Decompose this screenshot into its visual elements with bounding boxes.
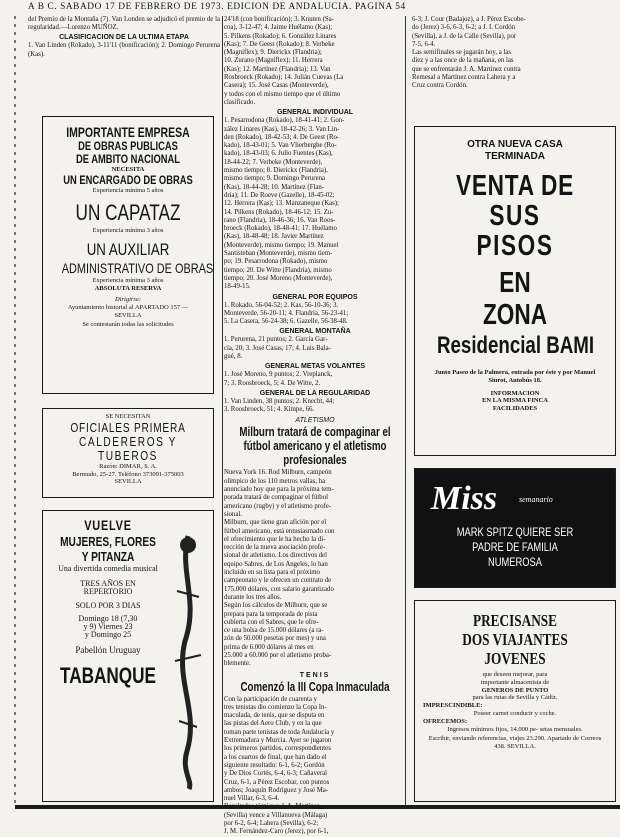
column-2 <box>224 16 406 836</box>
text-line: gué, 8. <box>224 352 243 360</box>
text-line: 25.000 a 60.000 por el atletismo proba- <box>224 652 332 659</box>
ad-venue: Pabellón Uruguay <box>75 644 141 655</box>
ad-contact: Escribir, enviando referencias, viajes 23.290. Apartado de Correos 438. SEVILLA. <box>428 735 602 751</box>
column-rule <box>222 16 223 806</box>
text-line: olímpico de los 110 metros vallas, ha <box>224 477 326 485</box>
text-line: Remesal a Martínez contra Lahera y a <box>412 74 516 82</box>
text-line: y todos con el mismo tiempo que el último <box>224 90 341 98</box>
text-line: Cruz, 6-1, a Pérez Escobar, con puntos <box>224 778 330 786</box>
ad-theatre-name: TABANQUE <box>60 662 156 688</box>
text-line: kado), 18-43-01; 5. Van Vlierberghe (Ro- <box>224 142 337 150</box>
section-title: GENERAL MONTAÑA <box>279 328 351 336</box>
text-line: prima de 6.000 dólares al mes en <box>224 643 314 651</box>
text-line: porada tratará de compaginar el fútbol <box>224 494 328 502</box>
text-line: (Magniflex); 9. Dierickx (Flandria); <box>224 49 322 57</box>
athletics-kicker: ATLETISMO <box>295 417 335 425</box>
ad-en: EN <box>499 267 531 299</box>
tennis-article <box>224 696 406 837</box>
text-line: do (Jerez) 3-6, 6-3, 6-2; a J. I. Cordón <box>412 24 516 32</box>
text-line: tres tenistas dio comienzo la Copa In- <box>224 703 327 711</box>
text-line: 14. Pilkens (Rokado), 18-46-12; 15. Zu- <box>224 208 334 216</box>
ad-line: DE OBRAS PUBLICAS <box>78 139 178 153</box>
ad-location: Junto Paseo de la Palmera, entrada por éste y por Manuel Siurot, Autobús 18. <box>434 369 596 384</box>
ad-position-admin: ADMINISTRATIVO DE OBRAS <box>61 260 214 277</box>
text-line: Milburn, que tiene gran afición por el <box>224 519 327 527</box>
text-line: 1. Van Linden, 38 puntos; 2. Knecht, 44; <box>224 397 335 405</box>
ad-line: DE AMBITO NACIONAL <box>75 152 181 166</box>
ad-dates: Domingo 18 (7,30 <box>78 614 138 624</box>
text-line: 12. Herrera (Kas); 13. Manzaneque (Kas); <box>224 200 339 208</box>
text-line: 175.000 dólares, con salario garantizado <box>224 585 334 593</box>
ad-position-foreman: UN ENCARGADO DE OBRAS <box>63 172 193 187</box>
text-line: Según los cálculos de Milburn, que se <box>224 602 328 610</box>
text-line: los primeros partidos, correspondientes <box>224 745 331 753</box>
text-line: 18-49-15. <box>224 283 251 291</box>
cycling-report-tail: del Premio de la Montaña (7). Van Londen se adjudicó el premio de la regularidad.—Lorenzo MUÑOZ. <box>28 16 220 32</box>
text-line: 3. Roosbroeck, 51; 4. Kimpe, 66. <box>224 406 315 414</box>
text-line: el ofrecimiento que le ha hecho la di- <box>224 535 326 543</box>
stage-classification-text: 1. Van Linden (Rokado), 3-11'11 (bonificación); 2. Domingo Perurena (Kas). <box>28 42 220 58</box>
ad-sale-title: SUS <box>489 200 541 232</box>
ad-needs: SE NECESITAN <box>105 413 151 420</box>
ad-needs: NECESITA <box>111 166 145 173</box>
ad-info-place: EN LA MISMA FINCA <box>482 397 548 405</box>
section-title: GENERAL POR EQUIPOS <box>272 293 358 301</box>
text-line: Las semifinales se jugarán hoy, a las <box>412 49 512 57</box>
ad-product: GENEROS DE PUNTO <box>481 686 549 694</box>
general-mountain <box>224 336 406 361</box>
text-line: coa), 3-12-47; 4. Jaime Huélamo (Kas); <box>224 24 333 32</box>
ad-city: SEVILLA <box>114 478 142 486</box>
ad-dates: y 9) Viernes 23 <box>83 622 133 632</box>
ad-repertoire: REPERTORIO <box>83 586 133 596</box>
text-line: mismo tiempo; 8. Dierickx (Flandria), <box>224 167 328 175</box>
text-line: 1. Pesarrodona (Rokado), 18-41-41; 2. Gon- <box>224 117 345 125</box>
text-line: 1. Perurena, 21 puntos; 2. García Gar- <box>224 336 328 344</box>
ad-show-desc: Una divertida comedia musical <box>58 564 158 573</box>
text-line: americano (rugby) y el atletismo profe- <box>224 502 332 510</box>
ad-experience: Experiencia mínima 3 años <box>92 277 164 285</box>
ad-contact: Ayuntamiento historial al APARTADO 157 — SEVILLA <box>67 303 189 319</box>
text-line: 7-5, 6-4. <box>412 40 436 48</box>
text-line: den (Rokado), 18-42-53; 4. De Geest (Ro- <box>224 133 340 141</box>
ad-line: TUBEROS <box>98 447 158 463</box>
text-line: sional. <box>224 510 242 518</box>
text-line: 5. La Casera, 56-24-38; 6. Gazelle, 56-38-48. <box>224 318 348 326</box>
text-line: (Kas); 12. Martínez (Flandria); 13. Van <box>224 65 331 73</box>
tennis-headline: Comenzó la III Copa Inmaculada <box>240 678 390 694</box>
ad-zone: ZONA <box>482 299 548 331</box>
ad-footer: Se contestarán todas las solicitudes <box>82 321 174 329</box>
text-line: tiempo; 20. De Witte (Flandria), mismo <box>224 266 332 274</box>
ad-text: que deseen mejorar, para <box>482 671 548 678</box>
ad-routes: para las rutas de Sevilla y Cádiz. <box>472 694 558 702</box>
text-line: Nueva York 16. Rod Milburn, campeón <box>224 469 332 477</box>
ad-position-capataz: UN CAPATAZ <box>75 199 181 225</box>
section-title: GENERAL INDIVIDUAL <box>276 109 354 117</box>
stage-results <box>224 16 406 107</box>
ad-info: INFORMACION <box>490 389 540 397</box>
ad-facilities: FACILIDADES <box>492 405 538 413</box>
section-title: GENERAL METAS VOLANTES <box>264 363 366 371</box>
ad-show-title: Y PITANZA <box>81 549 135 564</box>
text-line: 24'18 (con bonificación); 3. Knuten (Sa- <box>224 16 334 23</box>
ad-reserve: ABSOLUTA RESERVA <box>94 285 162 293</box>
ad-headline: MARK SPITZ QUIERE SER <box>456 525 574 539</box>
text-line: ce una bolsa de 15.000 dólares (a ra- <box>224 627 324 635</box>
ad-company-line: IMPORTANTE EMPRESA <box>66 124 190 140</box>
text-line: 18-44-22; 7. Verbeke (Monteverde), <box>224 158 323 166</box>
text-line: las pistas del Aero Club, y en la que <box>224 720 322 728</box>
ad-new-building: OTRA NUEVA CASA <box>467 139 563 150</box>
ad-line: OFICIALES PRIMERA <box>70 419 186 435</box>
ad-illustration <box>169 531 207 791</box>
text-line: Rosbroeck (Rokado); 14. Julián Cuevas (La <box>224 74 344 82</box>
ad-contact-label: Dirigirse: <box>115 295 141 303</box>
ad-sale-title: VENTA DE <box>455 170 575 202</box>
text-line: 6-3; J. Cour (Badajoz), a J. Pérez Escobe- <box>412 16 526 23</box>
text-line: (Kas), 18-48-48; 18. Javier Martínez <box>224 233 324 241</box>
text-line: ambos; Joaquín Rodríguez y José Ma- <box>224 786 329 794</box>
bottom-rule <box>15 805 620 809</box>
ad-years: TRES AÑOS EN <box>80 579 136 588</box>
stage-classification-title: CLASIFICACION DE LA ULTIMA ETAPA <box>59 34 189 42</box>
text-line: Casera); 15. José Casas (Monteverde), <box>224 82 329 90</box>
text-line: Cruz contra Cordón. <box>412 82 468 90</box>
text-line: zález Linares (Kas), 18-42-26; 3. Van Lin- <box>224 125 340 133</box>
general-sprints <box>224 371 406 388</box>
athletics-article <box>224 469 406 668</box>
ad-dates: y Domingo 25 <box>84 629 132 639</box>
text-line: (Sevilla), a J. de la Calle (Sevilla), por <box>412 32 517 40</box>
general-teams <box>224 302 406 327</box>
text-line: broeck (Rokado), 18-48-41; 17. Huélamo <box>224 225 337 233</box>
text-line: por 6-2, 6-4; Lahera (Sevilla), 6-2; <box>224 820 319 828</box>
text-line: diez y a las once de la mañana, en las <box>412 57 514 65</box>
ad-title: DOS VIAJANTES <box>462 630 568 649</box>
text-line: sional de atletismo. Los directivos del <box>224 552 328 560</box>
text-line: incluido en su lista para el próximo <box>224 569 320 577</box>
text-line: po; 19. Pesarrodona (Rokado), mismo <box>224 258 328 266</box>
text-line: (Monteverde), mismo tiempo; 19. Manuel <box>224 241 339 249</box>
ad-experience: Experiencia mínima 3 años <box>92 226 164 234</box>
text-line: maculada, de tenis, que se disputa en <box>224 712 325 720</box>
text-line: tiempo; 20. José Moreno (Monteverde), <box>224 274 333 282</box>
general-regularity <box>224 398 406 415</box>
text-line: equipo Sabres, de Los Angeles, lo han <box>224 560 328 568</box>
text-line: 10. Zurano (Magniflex); 11. Herrera <box>224 57 323 65</box>
left-margin-stripe <box>14 16 16 806</box>
ad-sale-title: PISOS <box>476 230 554 262</box>
theatre-ad <box>42 510 214 802</box>
ad-requirement: Poseer carnet conducir y coche. <box>473 709 557 717</box>
ad-finished: TERMINADA <box>485 151 545 162</box>
ad-returns: VUELVE <box>84 517 132 533</box>
tennis-kicker: TENIS <box>299 671 331 679</box>
ad-line: CALDEREROS Y <box>78 433 177 449</box>
text-line: toman parte tenistas de toda Andalucía y <box>224 728 335 736</box>
ad-position-auxiliar: UN AUXILIAR <box>86 240 170 260</box>
text-line: prepara para la temporada de pista <box>224 610 318 618</box>
text-line: cubierta con el Sabres, que le ofre- <box>224 618 319 626</box>
text-line: campeonato y le ofrecen un contrato de <box>224 577 332 585</box>
text-line: Santisteban (Monteverde), mismo tiem- <box>224 250 333 258</box>
ad-headline: NUMEROSA <box>487 555 543 569</box>
salesmen-job-ad <box>414 600 616 802</box>
text-line: rección de la nueva asociación profe- <box>224 544 326 552</box>
ad-experience: Experiencia mínima 5 años <box>92 186 164 194</box>
text-line: siguiente resultado: 6-1, 6-2; Gordón <box>224 761 325 769</box>
text-line: kado), 18-43-03; 6. Julio Fuentes (Kas), <box>224 150 333 158</box>
ad-offer: Ingresos mínimos fijos, 14.000 pe- setas mensuales. <box>447 725 583 733</box>
text-line: anunciado hoy que para la próxima tem- <box>224 486 334 494</box>
ad-magazine-name: Miss <box>431 480 498 517</box>
text-line: (Sevilla) vence a Villanueva (Málaga) <box>224 811 328 819</box>
text-line: a los cuartos de final, que han dado el <box>224 753 327 761</box>
text-line: J. M. Fernández-Caro (Jerez), por 6-1, <box>224 828 329 836</box>
construction-job-ad <box>42 116 214 394</box>
ad-days: SOLO POR 3 DIAS <box>75 600 141 610</box>
ad-headline: PADRE DE FAMILIA <box>472 540 558 554</box>
ad-text: importante almacenista de <box>480 678 550 686</box>
text-line: Con la participación de cuarenta y <box>224 695 318 703</box>
ad-show-title: MUJERES, FLORES <box>60 534 156 549</box>
text-line: 1. Rokado, 56-04-52; 2. Kas, 56-10-36; 3. <box>224 301 339 309</box>
ad-offer-label: OFRECEMOS: <box>423 717 468 725</box>
text-line: 5. Pilkens (Rokado); 6. González Linares <box>224 32 337 40</box>
ad-contact: Razón: DIMAR, S. A. <box>99 462 157 470</box>
ad-requirement-label: IMPRESCINDIBLE: <box>423 702 483 710</box>
text-line: blemente. <box>224 660 251 668</box>
ad-title: PRECISANSE <box>472 611 557 630</box>
text-line: zón de 50.000 pesetas por mes) y una <box>224 635 326 643</box>
boilermaker-job-ad <box>42 408 214 498</box>
ad-magazine-type: semanario <box>519 495 553 504</box>
page-header: A B C. SABADO 17 DE FEBRERO DE 1973. EDICION DE ANDALUCIA. PAGINA 54 <box>28 2 406 12</box>
text-line: nuel Villar, 6-3, 6-4. <box>224 795 280 803</box>
text-line: (Kas), 18-44-28; 10. Martínez (Flan- <box>224 183 325 191</box>
housing-sale-ad <box>414 126 616 456</box>
text-line: Extremadura y Murcia. Ayer se jugaron <box>224 737 332 745</box>
athletics-headline: Milburn tratará de compaginar el fútbol americano y el atletismo profesionales <box>239 424 391 468</box>
text-line: y De Dios Cortés, 6-4, 6-3; Cañaveral <box>224 770 328 778</box>
ad-residential: Residencial BAMI <box>437 332 595 359</box>
text-line: que se enfrentarán J. A. Martínez contra <box>412 65 521 73</box>
tennis-continuation <box>412 16 620 91</box>
text-line: cía, 20; 3. José Casas, 17; 4. Luis Bala- <box>224 344 331 352</box>
text-line: mismo tiempo; 9. Domingo Perurena <box>224 175 325 183</box>
general-individual <box>224 117 406 291</box>
ad-address: Bermudo, 25-27. Teléfono 373091-375003 <box>72 470 184 478</box>
text-line: rano (Flandria), 18-46-36; 16. Van Roos- <box>224 216 336 224</box>
text-line: clasificado. <box>224 98 256 106</box>
text-line: durante los tres años. <box>224 593 282 601</box>
section-title: GENERAL DE LA REGULARIDAD <box>259 389 371 397</box>
text-line: 7; 3. Roosbroeck, 5; 4. De Witte, 2. <box>224 379 321 387</box>
text-line: dria); 11. De Roeve (Gazelle), 18-45-02; <box>224 191 335 199</box>
text-line: (Kas); 7. De Geest (Rokado); 8. Verbeke <box>224 40 335 48</box>
text-line: Monteverde, 56-20-11; 4. Flandria, 56-23-41; <box>224 309 349 317</box>
text-line: 1. José Moreno, 9 puntos; 2. Vreplanck, <box>224 371 333 379</box>
miss-magazine-ad <box>414 468 616 588</box>
ad-title: JOVENES <box>484 649 546 668</box>
text-line: fútbol americano, está entusiasmado con <box>224 527 335 535</box>
column-3 <box>406 16 620 806</box>
column-1 <box>28 16 220 806</box>
